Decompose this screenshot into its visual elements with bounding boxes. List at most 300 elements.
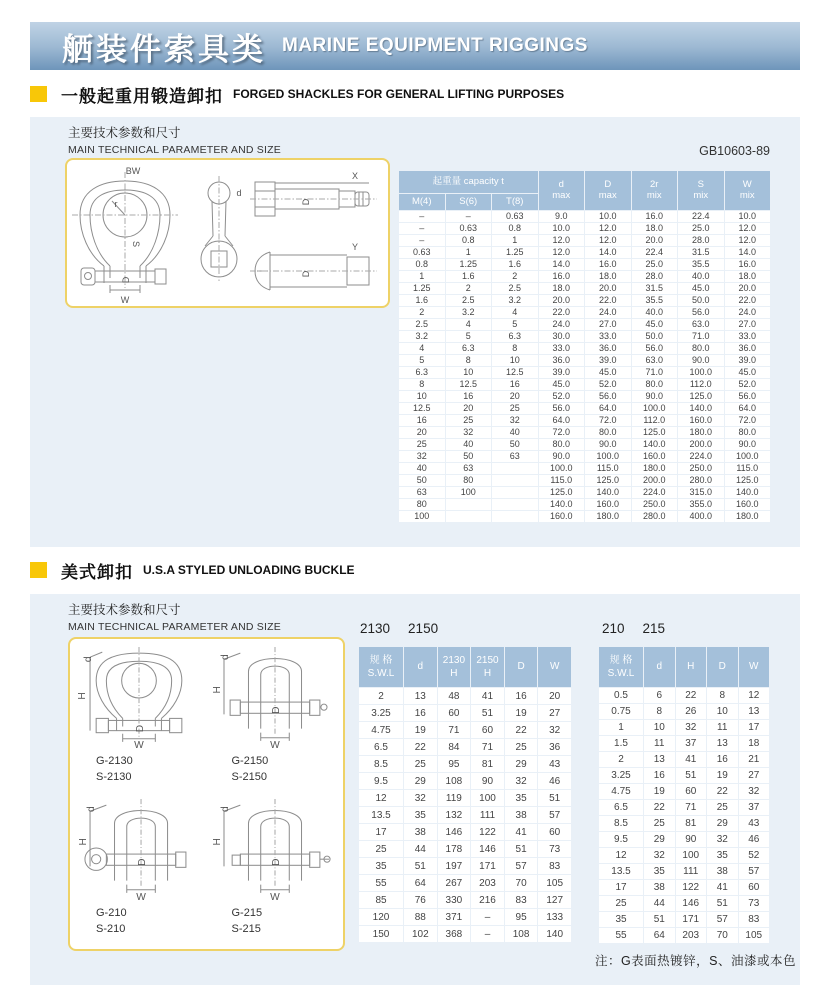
table-cell: 32 — [446, 427, 492, 438]
table-cell: 22.4 — [632, 247, 678, 258]
dim-label-s: S — [131, 240, 141, 248]
table-cell: 371 — [438, 909, 471, 925]
table-cell: 1 — [446, 247, 492, 258]
table-cell: 43 — [538, 756, 571, 772]
table-cell: 16.0 — [632, 211, 678, 222]
table-cell: 16 — [644, 768, 675, 783]
table-cell: 9.5 — [359, 773, 403, 789]
table-cell: 100.0 — [585, 451, 631, 462]
table-cell: 56.0 — [725, 391, 771, 402]
table-cell: 38 — [404, 824, 437, 840]
table-row — [399, 319, 770, 330]
table-row — [599, 864, 769, 879]
col-header-d: d — [404, 647, 437, 687]
dim-label-w: W — [269, 891, 280, 901]
table-cell: 32 — [707, 832, 738, 847]
table-cell: 46 — [739, 832, 770, 847]
col-header-2r: 2r mix — [632, 171, 678, 210]
table-cell: 20 — [446, 403, 492, 414]
table-cell: 21 — [739, 752, 770, 767]
table-cell: 40.0 — [678, 271, 724, 282]
table-cell: 132 — [438, 807, 471, 823]
table-cell: 40 — [492, 427, 538, 438]
table-row — [359, 807, 571, 823]
table-header — [359, 647, 571, 687]
table-row — [359, 688, 571, 704]
table-cell: 55 — [359, 875, 403, 891]
table-cell: 12.0 — [725, 235, 771, 246]
table-cell: 32 — [399, 451, 445, 462]
table-cell: 33.0 — [539, 343, 585, 354]
table-cell: 25 — [505, 739, 538, 755]
table-cell: 13 — [404, 688, 437, 704]
table-cell: 8.5 — [359, 756, 403, 772]
table-cell: 28.0 — [678, 235, 724, 246]
table-cell: 51 — [471, 705, 504, 721]
table-cell: 125.0 — [725, 475, 771, 486]
table-cell: 203 — [471, 875, 504, 891]
table-cell: 55 — [599, 928, 643, 943]
table-cell: 70 — [505, 875, 538, 891]
table-row — [359, 722, 571, 738]
table-cell: 171 — [676, 912, 707, 927]
table-cell: 80.0 — [585, 427, 631, 438]
col-header-W: W — [739, 647, 770, 687]
table-cell: 41 — [707, 880, 738, 895]
usa-shackle-table-210-215 — [598, 646, 770, 944]
col-header-d: d — [644, 647, 675, 687]
table-cell: 40.0 — [632, 307, 678, 318]
dim-label-d-front: D — [121, 276, 131, 284]
table-cell: 0.63 — [399, 247, 445, 258]
sub-header-t8: T(8) — [492, 194, 538, 210]
table-row — [599, 880, 769, 895]
model-name: G-215 — [231, 907, 263, 919]
table-row — [359, 841, 571, 857]
table-cell: 27.0 — [585, 319, 631, 330]
table-cell: 13.5 — [359, 807, 403, 823]
table-cell: – — [399, 211, 445, 222]
table-cell: 51 — [707, 896, 738, 911]
table-row — [359, 858, 571, 874]
table-cell: 140.0 — [585, 487, 631, 498]
table-cell: 108 — [505, 926, 538, 942]
section2-panel — [30, 594, 800, 985]
table-row — [399, 451, 770, 462]
table-cell: 88 — [404, 909, 437, 925]
table-cell: 63 — [446, 463, 492, 474]
table-cell: 2 — [446, 283, 492, 294]
table-cell: 56.0 — [632, 343, 678, 354]
sub-header-m4: M(4) — [399, 194, 445, 210]
dee-shackle-2150-drawing — [212, 647, 338, 749]
table-cell: 16 — [404, 705, 437, 721]
table-cell: 10 — [446, 367, 492, 378]
table-cell: 32 — [492, 415, 538, 426]
table-row — [359, 892, 571, 908]
dim-label-h: H — [76, 692, 88, 700]
table-cell: 85 — [359, 892, 403, 908]
table-row — [399, 391, 770, 402]
table-cell — [446, 511, 492, 522]
table-cell: 330 — [438, 892, 471, 908]
dim-label-w: W — [120, 295, 130, 305]
table-cell: 63 — [399, 487, 445, 498]
col-header-2130H: 2130 H — [438, 647, 471, 687]
table-cell: 1.6 — [492, 259, 538, 270]
dim-label-D: D — [270, 858, 282, 866]
table-cell: 37 — [739, 800, 770, 815]
table-cell: 63 — [492, 451, 538, 462]
dim-label-y: Y — [351, 242, 359, 252]
table-cell: 3.2 — [399, 331, 445, 342]
table-cell: 178 — [438, 841, 471, 857]
table-row — [359, 705, 571, 721]
table-cell: 14.0 — [585, 247, 631, 258]
bow-shackle-front-view — [72, 172, 178, 293]
table-cell: 95 — [505, 909, 538, 925]
dim-label-d-bolt: D — [301, 198, 311, 206]
table-cell: 71.0 — [632, 367, 678, 378]
table-cell: 125.0 — [678, 391, 724, 402]
table-cell: 1.6 — [446, 271, 492, 282]
table-cell: 4 — [446, 319, 492, 330]
table-cell — [492, 499, 538, 510]
forged-shackle-size-table — [398, 170, 771, 523]
table-cell: 112.0 — [632, 415, 678, 426]
model-name: G-2150 — [231, 755, 269, 767]
table-cell: 57 — [707, 912, 738, 927]
table-cell: 72.0 — [585, 415, 631, 426]
table-cell: 90 — [676, 832, 707, 847]
table-cell: 72.0 — [725, 415, 771, 426]
table-cell: 6.5 — [599, 800, 643, 815]
table-cell: 203 — [676, 928, 707, 943]
param-label-en: MAIN TECHNICAL PARAMETER AND SIZE — [68, 144, 281, 156]
table-cell: 22 — [676, 688, 707, 703]
bolt-view — [250, 182, 377, 216]
table-row — [399, 403, 770, 414]
dim-label-h: H — [77, 838, 89, 846]
table-cell: 71 — [676, 800, 707, 815]
table-cell: 20.0 — [539, 295, 585, 306]
table-cell — [446, 499, 492, 510]
table-cell: 0.63 — [446, 223, 492, 234]
table-cell: 146 — [676, 896, 707, 911]
table-row — [399, 463, 770, 474]
table-cell: 1.6 — [399, 295, 445, 306]
table-cell: 0.8 — [492, 223, 538, 234]
table-row — [599, 800, 769, 815]
table-cell: 51 — [505, 841, 538, 857]
table-cell: 125.0 — [632, 427, 678, 438]
table-cell: 12.0 — [725, 223, 771, 234]
dim-label-h: H — [211, 838, 223, 846]
forged-shackle-drawing — [67, 160, 388, 306]
table-cell: 20 — [399, 427, 445, 438]
table-cell: 140 — [538, 926, 571, 942]
table-cell: 5 — [399, 355, 445, 366]
table-cell: 36.0 — [725, 343, 771, 354]
table-cell: 0.8 — [399, 259, 445, 270]
table-cell: 10.0 — [585, 211, 631, 222]
col-header-d: d max — [539, 171, 585, 210]
table-cell: 112.0 — [678, 379, 724, 390]
table-cell: 12.5 — [399, 403, 445, 414]
table-row — [359, 909, 571, 925]
usa-shackle-drawing-panel — [68, 637, 345, 951]
table-cell: 38 — [644, 880, 675, 895]
dim-label-w: W — [134, 739, 144, 749]
col-header-D: D max — [585, 171, 631, 210]
table-cell: 1.25 — [446, 259, 492, 270]
dim-label-d-side: d — [236, 188, 242, 198]
table-row — [399, 211, 770, 222]
yellow-bullet-icon — [30, 86, 47, 102]
table-cell: 140.0 — [678, 403, 724, 414]
table-cell: 35 — [599, 912, 643, 927]
table-cell: 12 — [599, 848, 643, 863]
table-cell: 100.0 — [725, 451, 771, 462]
table-cell: 39.0 — [585, 355, 631, 366]
table-cell: 0.75 — [599, 704, 643, 719]
table-row — [399, 259, 770, 270]
col-header-swl: 规 格 S.W.L — [599, 647, 643, 687]
table-cell: 18 — [739, 736, 770, 751]
table-cell: 115.0 — [585, 463, 631, 474]
table-cell: 30.0 — [539, 331, 585, 342]
table-cell: 71 — [471, 739, 504, 755]
table-row — [399, 367, 770, 378]
table-cell: 60 — [676, 784, 707, 799]
table-cell: 16 — [399, 415, 445, 426]
dim-label-d: d — [86, 806, 98, 813]
table-cell: 57 — [505, 858, 538, 874]
col-header-H: H — [676, 647, 707, 687]
table-cell: 280.0 — [632, 511, 678, 522]
dim-label-w: W — [136, 891, 146, 901]
table-row — [399, 271, 770, 282]
table-cell: 171 — [471, 858, 504, 874]
table-cell: 44 — [644, 896, 675, 911]
table-cell: 108 — [438, 773, 471, 789]
table-cell: 50.0 — [632, 331, 678, 342]
table-cell: 16.0 — [725, 259, 771, 270]
table-cell: 35.5 — [632, 295, 678, 306]
table-cell: 29 — [404, 773, 437, 789]
table-cell: 52.0 — [539, 391, 585, 402]
table-cell — [492, 463, 538, 474]
table-cell: 9.5 — [599, 832, 643, 847]
table-cell: 50 — [446, 451, 492, 462]
table-cell: 368 — [438, 926, 471, 942]
table-cell: 80 — [446, 475, 492, 486]
table-cell: 12.0 — [539, 247, 585, 258]
table-cell: 26 — [676, 704, 707, 719]
table-row — [599, 784, 769, 799]
table-cell: 76 — [404, 892, 437, 908]
drawing-210 — [72, 795, 208, 947]
table-cell — [492, 511, 538, 522]
table-row — [399, 295, 770, 306]
table-cell: 56.0 — [585, 391, 631, 402]
table-row — [399, 499, 770, 510]
table-cell: 180.0 — [585, 511, 631, 522]
section2-title-zh: 美式卸扣 — [61, 562, 133, 582]
table-cell: 39.0 — [725, 355, 771, 366]
table-row — [599, 736, 769, 751]
usa-shackle-table-2130-2150 — [358, 646, 572, 943]
table-cell: 12.0 — [539, 235, 585, 246]
table-cell: 80 — [399, 499, 445, 510]
table-cell: 102 — [404, 926, 437, 942]
table-cell: 24.0 — [539, 319, 585, 330]
table-cell: 115.0 — [725, 463, 771, 474]
table-row — [399, 379, 770, 390]
table-cell: 63.0 — [678, 319, 724, 330]
dim-label-x: X — [351, 171, 359, 181]
table-cell: 90.0 — [539, 451, 585, 462]
table-cell: 18.0 — [539, 283, 585, 294]
table-cell: 20 — [492, 391, 538, 402]
table-cell: 83 — [505, 892, 538, 908]
table-cell: 80.0 — [539, 439, 585, 450]
table-cell: 400.0 — [678, 511, 724, 522]
table-cell: 32 — [676, 720, 707, 735]
table-cell: 80.0 — [725, 427, 771, 438]
table-cell: 8 — [707, 688, 738, 703]
param-label-en: MAIN TECHNICAL PARAMETER AND SIZE — [68, 621, 281, 633]
table-cell: 2.5 — [446, 295, 492, 306]
table-row — [399, 475, 770, 486]
table-cell: 84 — [438, 739, 471, 755]
table-cell: 100 — [471, 790, 504, 806]
table-cell: 0.8 — [446, 235, 492, 246]
table-cell: 267 — [438, 875, 471, 891]
dim-label-bw: BW — [125, 166, 141, 176]
table-cell: – — [399, 235, 445, 246]
dim-label-D: D — [135, 724, 147, 733]
table-row — [599, 912, 769, 927]
table-cell: 45.0 — [585, 367, 631, 378]
table-cell: 37 — [676, 736, 707, 751]
caption-210: 210 — [602, 621, 625, 636]
table-cell: 8 — [492, 343, 538, 354]
table-cell: 122 — [471, 824, 504, 840]
table-cell: 18.0 — [585, 271, 631, 282]
table-row — [599, 928, 769, 943]
table-cell: 38 — [707, 864, 738, 879]
section1-title-en: FORGED SHACKLES FOR GENERAL LIFTING PURPOSES — [233, 87, 565, 101]
table-cell: 64.0 — [539, 415, 585, 426]
table-cell: 25 — [359, 841, 403, 857]
section2-title-en: U.S.A STYLED UNLOADING BUCKLE — [143, 563, 355, 577]
table-cell: 71.0 — [678, 331, 724, 342]
table-cell: 25.0 — [678, 223, 724, 234]
model-name: S-215 — [231, 922, 261, 935]
table-cell: 25 — [399, 439, 445, 450]
table-cell: 36.0 — [539, 355, 585, 366]
table-cell: 56.0 — [539, 403, 585, 414]
table-cell: 25 — [707, 800, 738, 815]
table-cell: 146 — [438, 824, 471, 840]
table-cell: 35 — [359, 858, 403, 874]
table-cell: 10.0 — [539, 223, 585, 234]
table-cell: 22.0 — [539, 307, 585, 318]
table-cell: 60 — [438, 705, 471, 721]
table-cell: 3.2 — [446, 307, 492, 318]
table-cell — [492, 487, 538, 498]
table-row — [599, 896, 769, 911]
table-cell: 160.0 — [725, 499, 771, 510]
table-cell: 45.0 — [539, 379, 585, 390]
table-cell: 19 — [404, 722, 437, 738]
dim-label-D: D — [137, 858, 149, 866]
table-cell: – — [399, 223, 445, 234]
table-cell: 160.0 — [678, 415, 724, 426]
sub-header-s6: S(6) — [446, 194, 492, 210]
table-cell: 32 — [538, 722, 571, 738]
table-cell: 25 — [446, 415, 492, 426]
table-cell: 60 — [471, 722, 504, 738]
table-row — [399, 223, 770, 234]
table-cell: 41 — [676, 752, 707, 767]
table-cell: 56.0 — [678, 307, 724, 318]
table-cell: 133 — [538, 909, 571, 925]
table-cell: 111 — [471, 807, 504, 823]
table-cell: 6 — [644, 688, 675, 703]
table-cell: 355.0 — [678, 499, 724, 510]
table-cell: 11 — [707, 720, 738, 735]
table-cell: 20.0 — [632, 235, 678, 246]
table-cell: 27.0 — [725, 319, 771, 330]
dim-label-d: d — [219, 806, 231, 813]
param-label-zh: 主要技术参数和尺寸 — [68, 126, 181, 140]
table-cell: 44 — [404, 841, 437, 857]
table-row — [399, 343, 770, 354]
table-body — [599, 688, 769, 943]
table-row — [399, 247, 770, 258]
table-cell: 146 — [471, 841, 504, 857]
section2-param-label — [68, 600, 281, 633]
table-cell: 10 — [644, 720, 675, 735]
footnote: 注：G表面热镀锌，S、油漆或本色 — [594, 954, 796, 968]
model-name: S-210 — [96, 922, 126, 935]
dee-shackle-215-drawing — [212, 799, 338, 901]
table-cell: 17 — [599, 880, 643, 895]
table-cell: 32 — [739, 784, 770, 799]
table-row — [599, 704, 769, 719]
model-name: S-2130 — [96, 770, 132, 783]
table-cell: 10 — [707, 704, 738, 719]
col-header-D: D — [505, 647, 538, 687]
table-cell: 1 — [599, 720, 643, 735]
tableA-caption — [360, 621, 456, 636]
table-cell: 1.25 — [399, 283, 445, 294]
table-cell: 4 — [399, 343, 445, 354]
table-cell: 41 — [505, 824, 538, 840]
col-header-swl: 规 格 S.W.L — [359, 647, 403, 687]
table-cell: 51 — [644, 912, 675, 927]
table-cell: 100.0 — [678, 367, 724, 378]
page-banner — [30, 22, 800, 70]
table-cell: 29 — [707, 816, 738, 831]
table-cell: 13 — [739, 704, 770, 719]
table-cell: 71 — [438, 722, 471, 738]
table-cell: 16 — [505, 688, 538, 704]
table-cell: 8 — [399, 379, 445, 390]
table-cell: 35 — [505, 790, 538, 806]
